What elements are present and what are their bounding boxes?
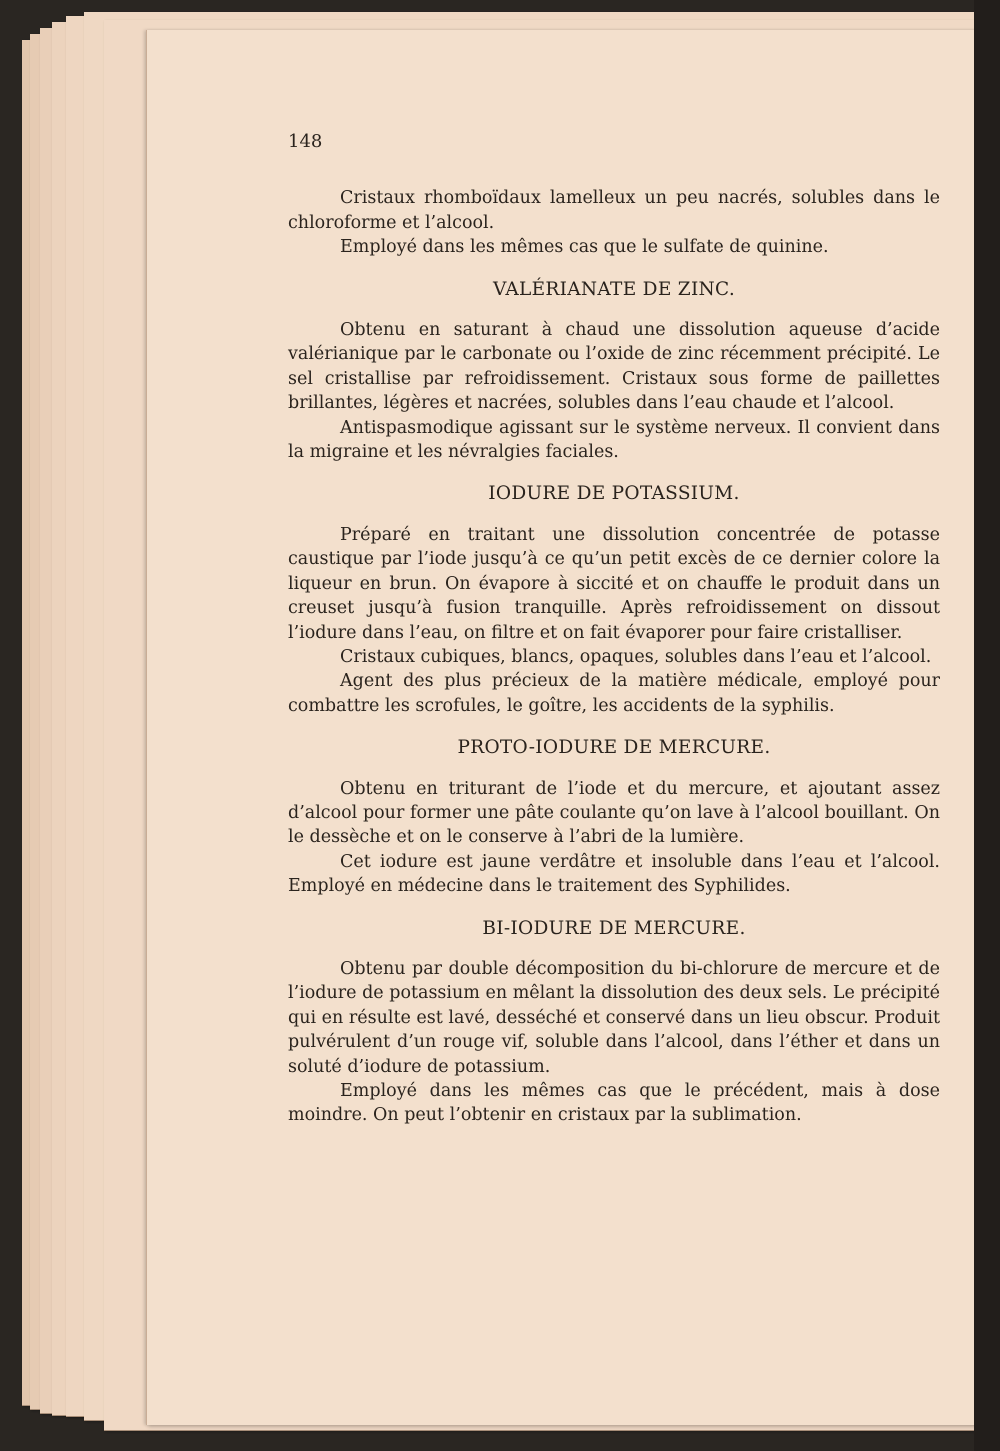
paragraph: Cristaux cubiques, blancs, opaques, solubles dans l’eau et l’alcool. xyxy=(340,646,932,667)
paragraph: Préparé en traitant une dissolution concentrée de potasse caustique par l’iode jusqu’à ce qu’un petit excès de ce dernier colore la liqueur en brun. On évapore à siccité et on chauffe le produit dans un creuset jusqu’à fusion tranquille. Après refroidissement on dissout l’iodure dans l’eau, on filtre et on fait évaporer pour faire cristalliser. xyxy=(288,524,940,643)
paragraph: Obtenu en saturant à chaud une dissolution aqueuse d’acide valérianique par le carbonate ou l’oxide de zinc récemment précipité. Le sel cristallise par refroidissement. Cristaux sous forme de paillettes brillantes, légères et nacrées, solubles dans l’eau chaude et l’alcool. xyxy=(288,320,940,414)
section-iodure-de-potassium xyxy=(288,482,940,718)
paragraph: Obtenu en triturant de l’iode et du mercure, et ajoutant assez d’alcool pour former une pâte coulante qu’on lave à l’alcool bouillant. On le dessèche et on le conserve à l’abri de la lumière. xyxy=(288,778,940,848)
paragraph: Antispasmodique agissant sur le système nerveux. Il convient dans la migraine et les névralgies faciales. xyxy=(288,417,940,463)
paragraph: Agent des plus précieux de la matière médicale, employé pour combattre les scrofules, le goître, les accidents de la syphilis. xyxy=(288,671,940,716)
section-bi-iodure-de-mercure xyxy=(288,917,940,1128)
background-dark-edge xyxy=(974,0,1000,1451)
paragraph: Employé dans les mêmes cas que le précédent, mais à dose moindre. On peut l’obtenir en cristaux par la sublimation. xyxy=(288,1081,940,1126)
paragraph: Obtenu par double décomposition du bi-chlorure de mercure et de l’iodure de potassium en mêlant la dissolution des deux sels. Le précipité qui en résulte est lavé, desséché et conservé dans un lieu obscur. Produit pulvérulent d’un rouge vif, soluble dans l’alcool, dans l’éther et dans un soluté d’iodure de potassium. xyxy=(288,958,940,1077)
page-content xyxy=(288,130,940,1128)
section-valerianate-de-zinc xyxy=(288,278,940,465)
intro-block xyxy=(288,186,940,259)
paragraph: Cristaux rhomboïdaux lamelleux un peu nacrés, solubles dans le chloroforme et l’alcool. xyxy=(288,188,940,233)
paragraph: Employé dans les mêmes cas que le sulfate de quinine. xyxy=(340,237,829,258)
section-title: VALÉRIANATE DE ZINC. xyxy=(492,278,736,300)
section-title: BI-IODURE DE MERCURE. xyxy=(482,917,746,939)
page-number: 148 xyxy=(288,131,323,152)
paragraph: Cet iodure est jaune verdâtre et insoluble dans l’eau et l’alcool. Employé en médecine dans le traitement des Syphilides. xyxy=(288,851,940,897)
section-title: PROTO-IODURE DE MERCURE. xyxy=(457,737,771,759)
section-proto-iodure-de-mercure xyxy=(288,736,940,898)
section-title: IODURE DE POTASSIUM. xyxy=(488,483,740,505)
